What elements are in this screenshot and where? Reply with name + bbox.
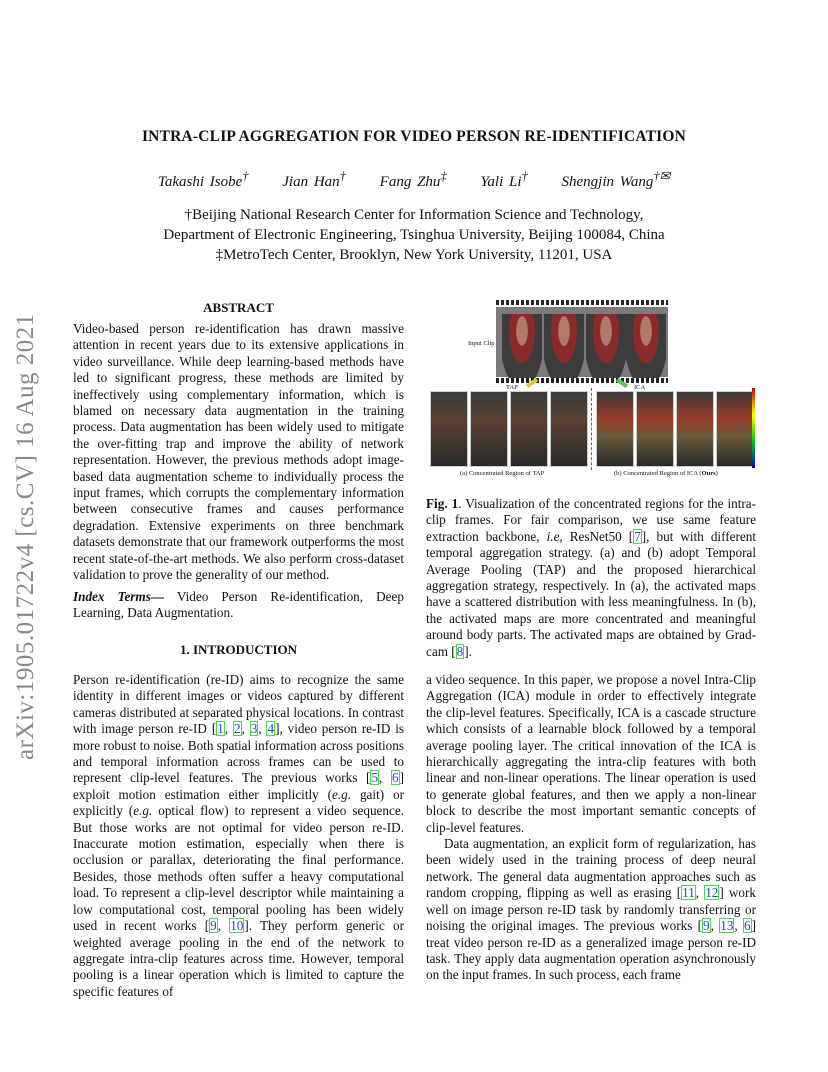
- activation-map-ica: [676, 391, 714, 467]
- ica-label: ICA: [634, 384, 646, 391]
- citation-link[interactable]: 10: [230, 918, 244, 934]
- author-2: Jian Han†: [282, 169, 346, 190]
- citation-link[interactable]: 4: [267, 721, 275, 737]
- introduction-text-left: Person re-identification (re-ID) aims to recognize the same identity in different images or videos captured by different cameras distributed at separated physical locations. In contrast with image person re-ID [1, 2, 3, 4], video person re-ID is more robust to noise. Both spatial information across positions and temporal information across frames can be used to represent clip-level features. The previous works [5, 6] exploit motion estimation either implicitly (e.g. gait) or explicitly (e.g. optical flow) to represent a video sequence. But those works are not optimal for video person re-ID. Inaccurate motion estimation, especially when there is occlusion or parallax, deteriorating the final performance. Besides, those methods often suffer a heavy computational load. To represent a clip-level descriptor while maintaining a low computational cost, temporal pooling has been widely used in recent works [9, 10]. They perform generic or weighted average pooling in the end of the network to aggregate intra-clip features across time. However, temporal pooling is a linear operation which is limited to capture the specific features of: [73, 672, 405, 999]
- pedestrian-frame: [586, 314, 626, 382]
- index-terms: [73, 589, 404, 622]
- affiliation-line-3: ‡MetroTech Center, Brooklyn, New York University, 11201, USA: [215, 247, 613, 263]
- citation-link[interactable]: 7: [634, 528, 641, 544]
- activation-map-tap: [430, 391, 468, 467]
- citation-link[interactable]: 13: [720, 918, 734, 934]
- citation-link[interactable]: 8: [456, 643, 464, 659]
- citation-link[interactable]: 12: [705, 885, 719, 901]
- introduction-text-right: [426, 672, 756, 984]
- citation-link[interactable]: 2: [233, 721, 241, 737]
- input-clip-image: [496, 307, 668, 377]
- activation-map-tap: [510, 391, 548, 467]
- divider: [591, 388, 592, 470]
- citation-link[interactable]: 9: [703, 918, 710, 934]
- citation-link[interactable]: 9: [210, 918, 217, 934]
- pedestrian-frame: [544, 314, 584, 382]
- paragraph: a video sequence. In this paper, we propose a novel Intra-Clip Aggregation (ICA) module in order to effectively integrate the clip-level features. Specifically, ICA is a cascade structure which consists of a learnable block followed by a temporal average pooling layer. The critical innovation of the ICA is hierarchically aggregating the intra-clip features with both linear and non-linear operations. The linear operation is used to generate global features, and then we apply a non-linear block to describe the most important semantic concepts of clip-level features.: [426, 672, 756, 835]
- author-list: [0, 168, 828, 191]
- citation-link[interactable]: 1: [217, 721, 224, 737]
- index-terms-label: Index Terms—: [73, 589, 165, 604]
- citation-link[interactable]: 6: [744, 918, 751, 934]
- activation-map-tap: [470, 391, 508, 467]
- colorbar: [752, 388, 755, 468]
- figure-1: [426, 298, 756, 480]
- activation-map-tap: [550, 391, 588, 467]
- author-5: Shengjin Wang†✉: [561, 169, 671, 190]
- index-terms-text: Video Person Re-identification, Deep Learning, Data Augmentation.: [73, 589, 404, 621]
- abstract-text: Video-based person re-identification has drawn massive attention in recent years due to its extensive applications in video surveillance. While deep learning-based methods have led to significant progress, these methods are limited by ineffectively using complementary information, which is blamed on necessary data augmentation in the training process. Data augmentation has been widely used to mitigate the over-fitting trap and improve the ability of network representation. However, the previous methods adopt image-based data augmentation scheme to individually process the input frames, which corrupts the complementary information between consecutive frames and causes performance degradation. Extensive experiments on three benchmark datasets demonstrate that our framework outperforms the most recent state-of-the-art methods. We also perform cross-dataset validation to prove the generality of our method.: [73, 321, 404, 583]
- citation-link[interactable]: 3: [250, 721, 258, 737]
- citation-link[interactable]: 5: [371, 770, 379, 786]
- affiliation-line-2: Department of Electronic Engineering, Tsinghua University, Beijing 100084, China: [163, 227, 665, 243]
- introduction-heading: 1. INTRODUCTION: [179, 642, 297, 657]
- citation-link[interactable]: 11: [682, 885, 695, 901]
- paper-title: INTRA-CLIP AGGREGATION FOR VIDEO PERSON RE-IDENTIFICATION: [141, 128, 687, 145]
- arxiv-identifier: arXiv:1905.01722v4 [cs.CV] 16 Aug 2021: [12, 313, 39, 760]
- caption-label: Fig. 1: [426, 496, 459, 511]
- activation-map-ica: [636, 391, 674, 467]
- pedestrian-frame: [626, 314, 666, 382]
- author-3: Fang Zhu‡: [379, 169, 447, 190]
- activation-map-ica: [596, 391, 634, 467]
- subcaption-b: (b) Concentrated Region of ICA (Ours): [614, 470, 718, 477]
- author-4: Yali Li†: [480, 169, 528, 190]
- affiliations: [0, 205, 828, 265]
- film-strip-bottom: [496, 378, 668, 383]
- abstract-heading: ABSTRACT: [203, 300, 274, 315]
- citation-link[interactable]: 6: [392, 770, 399, 786]
- author-1: Takashi Isobe†: [157, 169, 249, 190]
- paragraph: Data augmentation, an explicit form of regularization, has been widely used in the training process of deep neural network. The general data augmentation approaches such as random cropping, flipping as well as erasing [11, 12] work well on image person re-ID task by randomly transferring or noising the original images. The previous works [9, 13, 6] treat video person re-ID as a generalized image person re-ID task. They apply data augmentation operation asynchronously on the input frames. In such process, each frame: [426, 836, 757, 983]
- subcaption-a: (a) Concentrated Region of TAP: [460, 470, 545, 477]
- affiliation-line-1: †Beijing National Research Center for Information Science and Technology,: [184, 207, 644, 223]
- input-clip-label: Input Clip: [468, 340, 495, 347]
- film-strip-top: [496, 300, 668, 305]
- activation-map-ica: [716, 391, 754, 467]
- pedestrian-frame: [502, 314, 542, 382]
- figure-caption: Fig. 1. Visualization of the concentrated regions for the intra-clip frames. For fair comparison, we use same feature extraction backbone, i.e, ResNet50 [7], but with different temporal aggregation strategy. (a) and (b) adopt Temporal Average Pooling (TAP) and the proposed hierarchical aggregation strategy, respectively. In (a), the activated maps have a scattered distribution with less meaningfulness. In (b), the activated maps are more concentrated and meaningful around body parts. The activated maps are obtained by Grad-cam [8].: [426, 496, 756, 659]
- tap-label: TAP: [506, 384, 518, 391]
